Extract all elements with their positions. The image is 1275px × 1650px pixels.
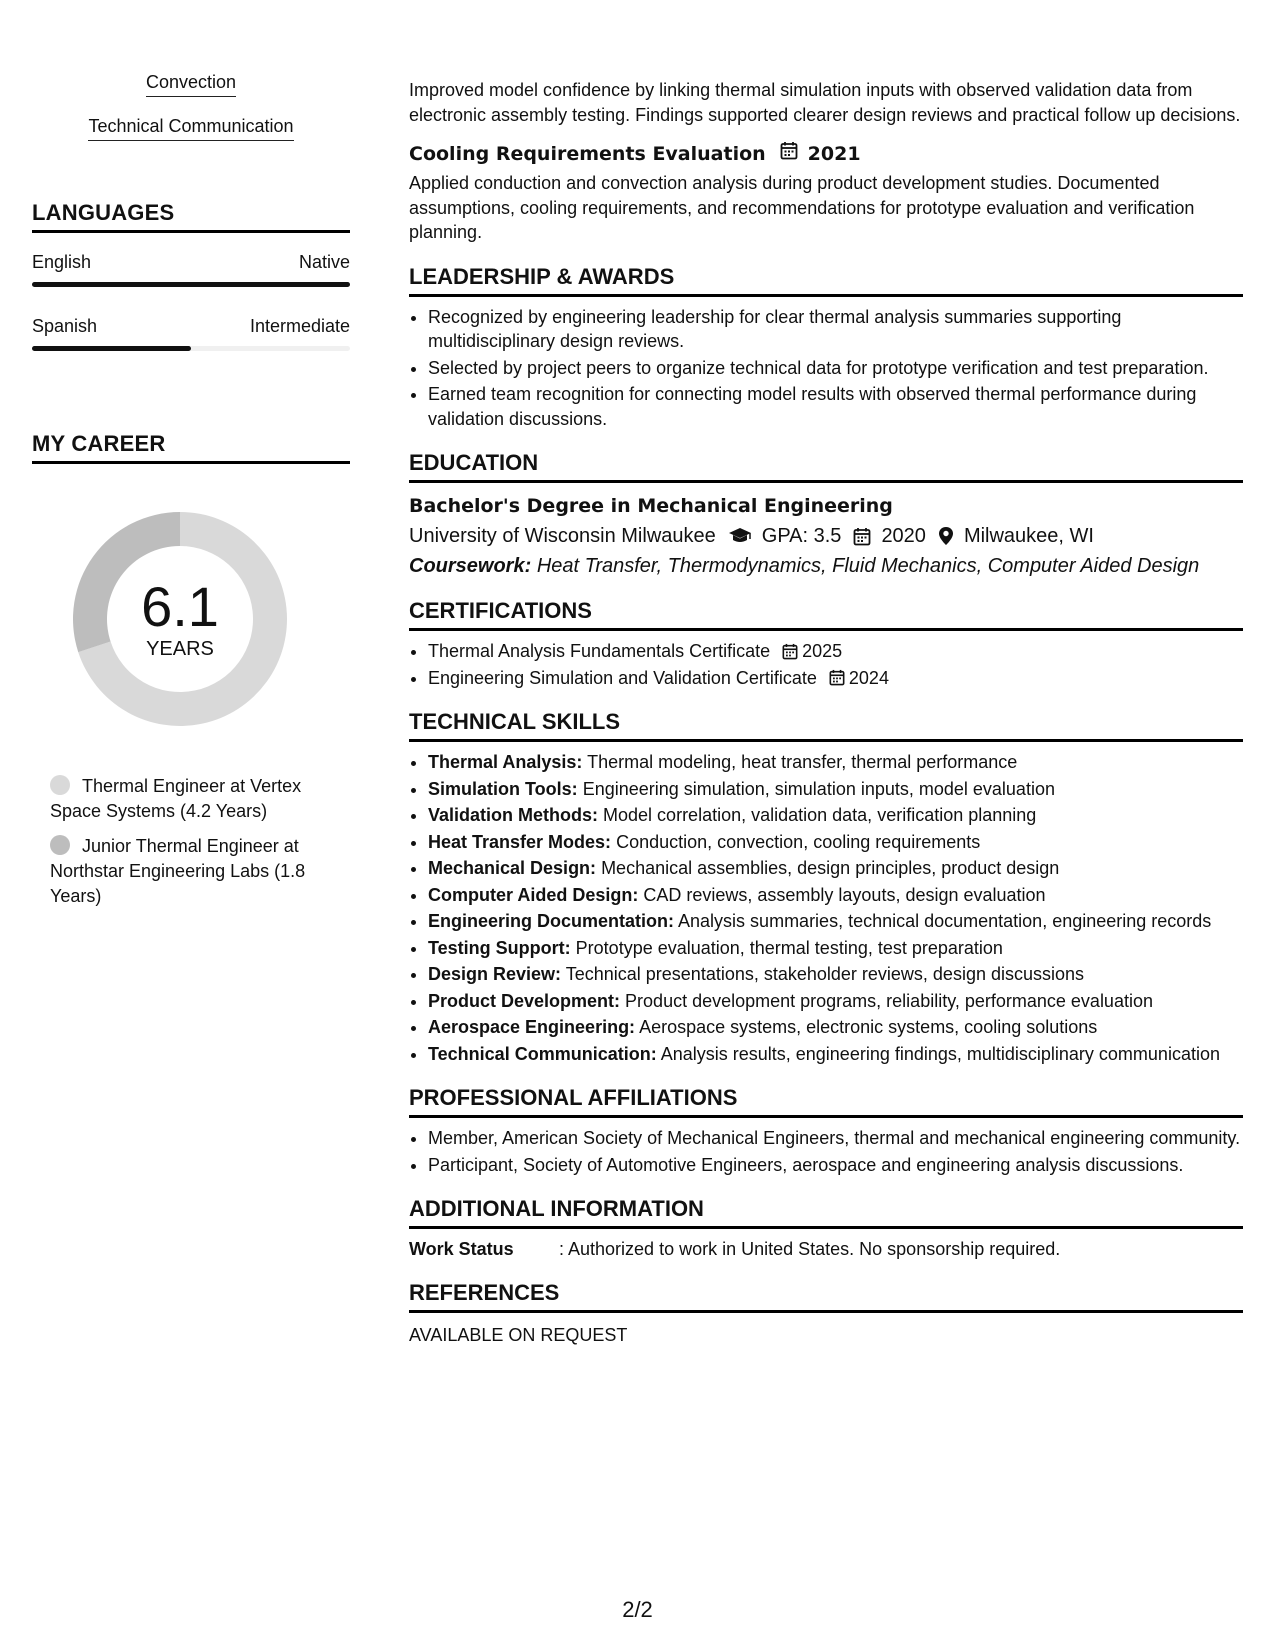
calendar-icon <box>782 643 798 660</box>
skill-label: Engineering Documentation: <box>428 911 675 931</box>
legend-dot <box>50 775 70 795</box>
certification-item: • Thermal Analysis Fundamentals Certificate 2025 <box>428 639 1243 664</box>
skill-label: Testing Support: <box>428 937 571 958</box>
certifications-list <box>409 639 1243 690</box>
skill-text: Aerospace systems, electronic systems, cooling solutions <box>639 1017 1098 1037</box>
skill-item <box>428 909 1243 934</box>
language-bar-fill <box>32 282 350 287</box>
language-name: Spanish <box>32 316 98 336</box>
list-item: • Earned team recognition for connecting model results with observed thermal performance during validation discussions. <box>428 382 1243 431</box>
school-location: Milwaukee, WI <box>963 525 1094 547</box>
skill-item <box>428 750 1243 775</box>
skill-item <box>428 830 1243 855</box>
skill-text: Mechanical assemblies, design principles, product design <box>601 858 1060 878</box>
leadership-list <box>409 305 1243 432</box>
skill-label: Design Review: <box>428 964 562 984</box>
language-level: Intermediate <box>249 316 350 336</box>
technical-skills-list <box>409 750 1243 1066</box>
language-item <box>32 315 350 351</box>
skill-label: Aerospace Engineering: <box>428 1017 636 1037</box>
donut-center <box>65 504 295 734</box>
skill-text: Analysis summaries, technical documentation, engineering records <box>678 911 1212 931</box>
certification-item: • Engineering Simulation and Validation Certificate 2024 <box>428 666 1243 691</box>
project-description: Applied conduction and convection analysis during product development studies. Documented assumptions, cooling requirements, and recommendations for prototype evaluation and verification planning. <box>409 173 1195 242</box>
skill-text: Model correlation, validation data, verification planning <box>603 805 1037 825</box>
map-pin-icon <box>938 526 954 546</box>
list-item: • Member, American Society of Mechanical Engineers, thermal and mechanical engineering community. <box>428 1126 1243 1151</box>
certification-year: 2024 <box>848 667 889 688</box>
graduation-cap-icon <box>728 527 752 545</box>
skill-label: Product Development: <box>428 990 621 1011</box>
language-level: Native <box>298 252 350 272</box>
work-status-label: Work Status <box>409 1239 514 1259</box>
skill-item <box>428 856 1243 881</box>
leadership-heading: LEADERSHIP & AWARDS <box>409 263 1243 297</box>
page-number: 2/2 <box>622 1597 653 1622</box>
education-details <box>409 521 1243 551</box>
career-donut-chart <box>65 504 295 734</box>
skill-text: Technical presentations, stakeholder reviews, design discussions <box>565 964 1085 984</box>
skill-label: Technical Communication: <box>428 1043 657 1064</box>
skill-item <box>428 1015 1243 1040</box>
technical-skills-heading: TECHNICAL SKILLS <box>409 708 1243 742</box>
skill-label: Mechanical Design: <box>428 858 597 878</box>
skill-item <box>428 1042 1243 1067</box>
work-status-value: : Authorized to work in United States. No sponsorship required. <box>559 1239 1061 1259</box>
calendar-icon <box>853 527 871 546</box>
skill-text: Product development programs, reliability, performance evaluation <box>625 990 1153 1011</box>
skill-text: Analysis results, engineering findings, multidisciplinary communication <box>660 1043 1220 1064</box>
project-title: Cooling Requirements Evaluation 2021 <box>409 143 861 165</box>
school-name: University of Wisconsin Milwaukee <box>409 525 716 547</box>
calendar-icon <box>829 669 845 686</box>
education-heading: EDUCATION <box>409 449 1243 483</box>
language-bar <box>32 346 350 351</box>
career-item: Junior Thermal Engineer at Northstar Engineering Labs (1.8 Years) <box>50 836 306 906</box>
skill-label: Simulation Tools: <box>428 778 578 799</box>
skill-text: Engineering simulation, simulation inputs, model evaluation <box>582 778 1055 799</box>
affiliations-heading: PROFESSIONAL AFFILIATIONS <box>409 1084 1243 1118</box>
experience-paragraph: Improved model confidence by linking thermal simulation inputs with observed validation data from electronic assembly testing. Findings supported clearer design reviews and practical follow up decisions. <box>409 80 1241 125</box>
list-item: • Selected by project peers to organize technical data for prototype verification and test preparation. <box>428 356 1243 381</box>
skill-text: CAD reviews, assembly layouts, design evaluation <box>643 884 1046 905</box>
skill-text: Thermal modeling, heat transfer, thermal performance <box>587 752 1018 772</box>
skill-label: Validation Methods: <box>428 805 599 825</box>
skill-text: Prototype evaluation, thermal testing, test preparation <box>575 937 1003 958</box>
coursework: Coursework: Heat Transfer, Thermodynamics, Fluid Mechanics, Computer Aided Design <box>409 555 1200 577</box>
skill-text: Conduction, convection, cooling requirements <box>616 831 981 852</box>
affiliations-list <box>409 1126 1243 1177</box>
language-bar <box>32 282 350 287</box>
career-unit: YEARS <box>146 638 214 660</box>
skill-label: Computer Aided Design: <box>428 884 639 905</box>
career-total-years: 6.1 <box>141 575 219 638</box>
references-heading: REFERENCES <box>409 1279 1243 1313</box>
list-item: • Recognized by engineering leadership for clear thermal analysis summaries supporting multidisciplinary design reviews. <box>428 305 1243 354</box>
career-section <box>32 431 350 909</box>
skill-label: Thermal Analysis: <box>428 752 583 772</box>
language-bar-fill <box>32 346 191 351</box>
graduation-year: 2020 <box>881 525 926 547</box>
skill-item <box>428 777 1243 802</box>
degree-title: Bachelor's Degree in Mechanical Engineering <box>409 495 893 517</box>
language-item <box>32 251 350 287</box>
languages-section <box>32 200 350 351</box>
references-text: AVAILABLE ON REQUEST <box>409 1325 628 1345</box>
language-name: English <box>32 252 92 272</box>
skill-label: Heat Transfer Modes: <box>428 831 612 852</box>
gpa: GPA: 3.5 <box>761 525 842 547</box>
additional-info-heading: ADDITIONAL INFORMATION <box>409 1195 1243 1229</box>
skill-tag: Convection <box>32 70 350 114</box>
skill-item <box>428 989 1243 1014</box>
skill-item <box>428 962 1243 987</box>
certifications-heading: CERTIFICATIONS <box>409 597 1243 631</box>
skill-item <box>428 883 1243 908</box>
skill-item <box>428 803 1243 828</box>
skill-item <box>428 936 1243 961</box>
career-heading: MY CAREER <box>32 431 350 464</box>
main-content <box>409 78 1243 1347</box>
certification-year: 2025 <box>802 641 843 661</box>
sidebar <box>32 70 350 919</box>
legend-dot <box>50 835 70 855</box>
career-legend <box>50 774 320 909</box>
career-item: Thermal Engineer at Vertex Space Systems (4.2 Years) <box>50 776 302 821</box>
project-year: 2021 <box>807 143 861 165</box>
calendar-icon <box>780 141 798 167</box>
list-item: • Participant, Society of Automotive Engineers, aerospace and engineering analysis discussions. <box>428 1153 1243 1178</box>
skill-tag: Technical Communication <box>32 114 350 158</box>
languages-heading: LANGUAGES <box>32 200 350 233</box>
work-status-row <box>409 1237 1243 1261</box>
